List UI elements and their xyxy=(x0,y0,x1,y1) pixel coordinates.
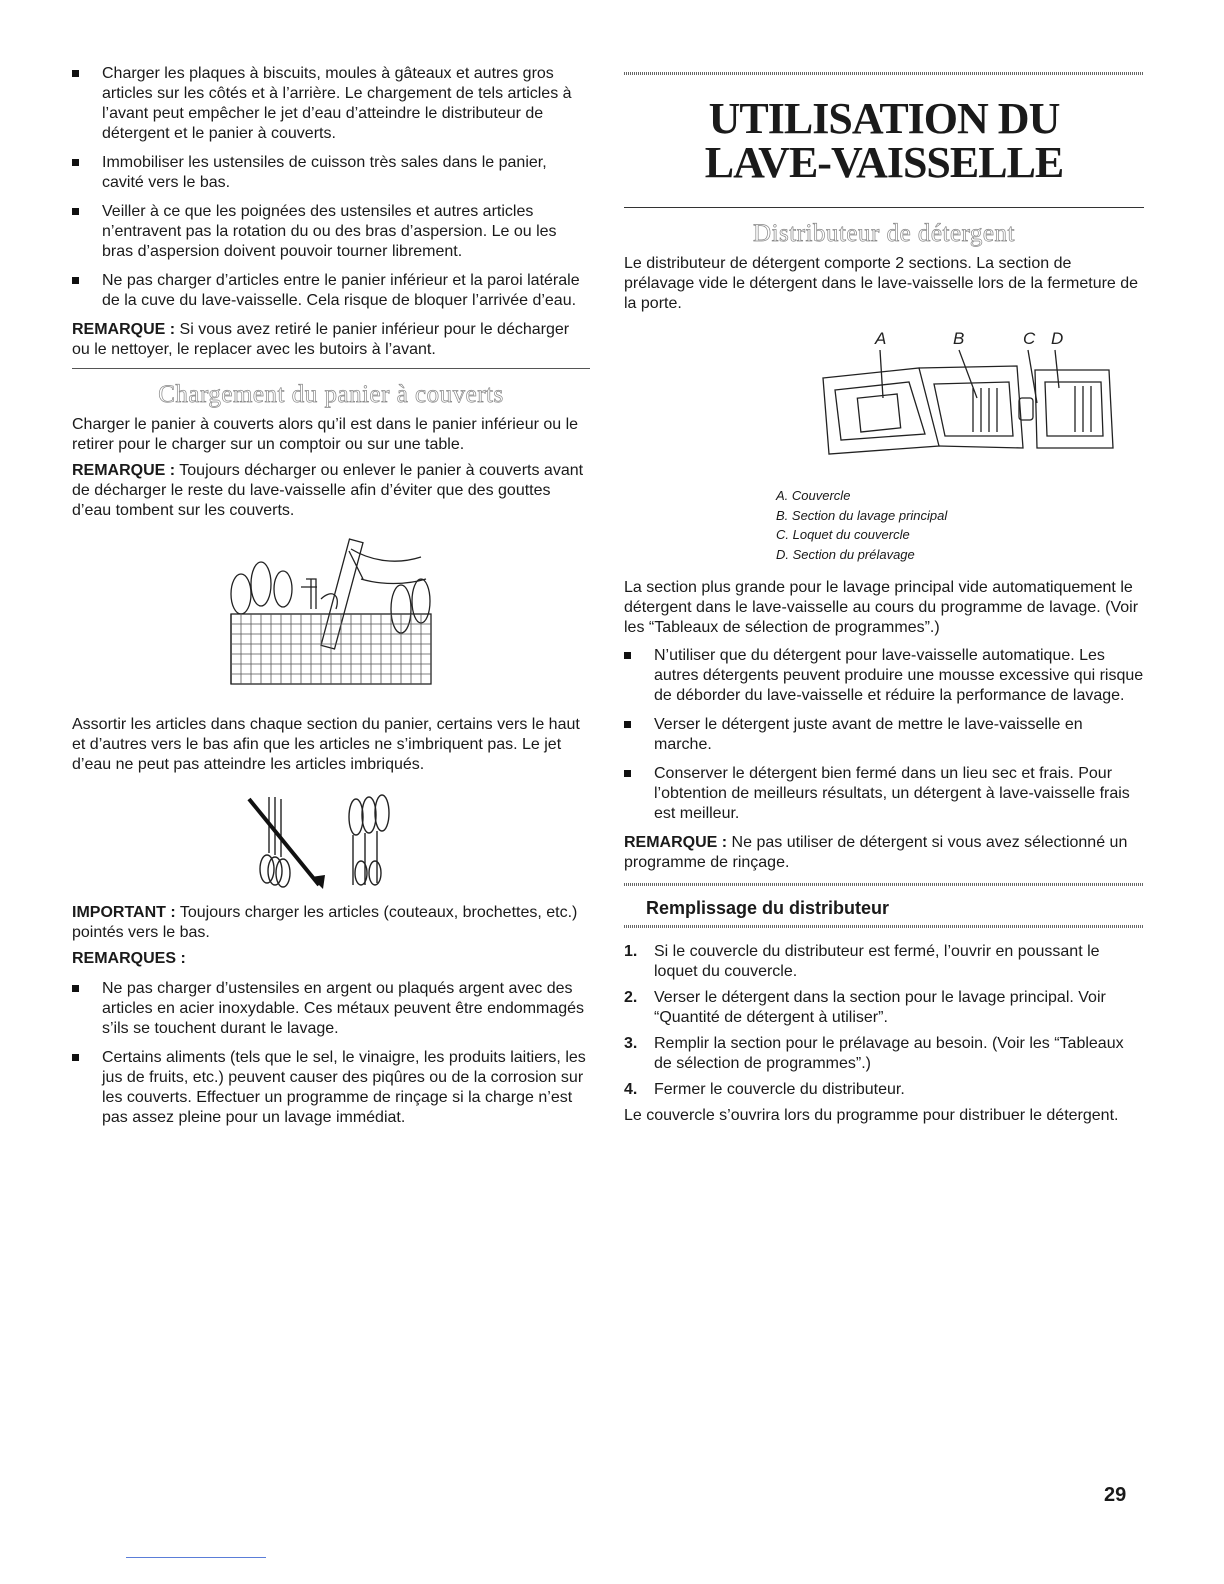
remarks-heading: REMARQUES : xyxy=(72,950,186,967)
caption-c: C. Loquet du couvercle xyxy=(776,527,910,542)
caption-a: A. Couvercle xyxy=(776,488,851,503)
nested-spoons-illustration xyxy=(241,793,421,889)
section-title-silverware-basket: Chargement du panier à couverts xyxy=(158,381,504,408)
list-item: Veiller à ce que les poignées des ustensiles et autres articles n’entravent pas la rotation du ou des bras d’aspersion. Le ou les bras d’aspersion doivent pouvoir tourner librement. xyxy=(72,202,590,262)
list-item: N’utiliser que du détergent pour lave-vaisselle automatique. Les autres détergents peuvent produire une mousse excessive qui risque de déborder du lave-vaisselle et réduire la performance de lavage. xyxy=(624,646,1144,706)
right-column xyxy=(624,64,1144,1132)
caption-d: D. Section du prélavage xyxy=(776,546,915,562)
list-item: Verser le détergent juste avant de mettre le lave-vaisselle en marche. xyxy=(624,715,1144,755)
silverware-basket-illustration xyxy=(221,539,441,689)
bullet-square-icon xyxy=(72,70,79,77)
header-hatch-rule xyxy=(624,72,1144,75)
subheading-hatch-bottom xyxy=(624,925,1144,928)
silverware-intro: Charger le panier à couverts alors qu’il est dans le panier inférieur ou le retirer pour le charger sur un comptoir ou sur une table. xyxy=(72,416,579,453)
page-title-line-1: UTILISATION DU xyxy=(708,94,1060,143)
bullet-square-icon xyxy=(72,208,79,215)
subheading-filling-dispenser: Remplissage du distributeur xyxy=(646,898,890,918)
closing-paragraph: Le couvercle s’ouvrira lors du programme pour distribuer le détergent. xyxy=(624,1107,1119,1124)
list-item: Ne pas charger d’articles entre le panier inférieur et la paroi latérale de la cuve du lave-vaisselle. Cela risque de bloquer l’arrivée d’eau. xyxy=(72,271,590,311)
page-number: 29 xyxy=(1104,1484,1127,1506)
list-item: Certains aliments (tels que le sel, le vinaigre, les produits laitiers, les jus de fruits, etc.) peuvent causer des piqûres ou de la corrosion sur les couverts. Effectuer un programme de rinçage si la charge n’est pas assez pleine pour un lavage immédiat. xyxy=(72,1048,590,1128)
important-note: IMPORTANT : Toujours charger les articles (couteaux, brochettes, etc.) pointés vers le bas. xyxy=(72,904,578,941)
bullet-square-icon xyxy=(624,652,631,659)
main-wash-paragraph: La section plus grande pour le lavage principal vide automatiquement le détergent dans le lave-vaisselle au cours du programme de lavage. (Voir les “Tableaux de sélection de programmes”.) xyxy=(624,579,1139,636)
page-title xyxy=(624,94,1144,187)
arrange-items-paragraph: Assortir les articles dans chaque section du panier, certains vers le haut et d’autres vers le bas afin que les articles ne s’imbriquent pas. Le jet d’eau ne peut pas atteindre les articles imbriqués. xyxy=(72,716,580,773)
callout-letter-b: B xyxy=(953,329,965,348)
bullet-square-icon xyxy=(72,277,79,284)
bullet-square-icon xyxy=(72,159,79,166)
bullet-square-icon xyxy=(624,770,631,777)
remark-rinse: REMARQUE : Ne pas utiliser de détergent si vous avez sélectionné un programme de rinçage. xyxy=(624,834,1128,871)
page-title-line-2: LAVE-VAISSELLE xyxy=(704,138,1064,187)
callout-letter-c: C xyxy=(1023,329,1036,348)
dispenser-intro: Le distributeur de détergent comporte 2 sections. La section de prélavage vide le détergent dans le lave-vaisselle lors de la fermeture de la porte. xyxy=(624,255,1139,312)
remark-unload-basket: REMARQUE : Toujours décharger ou enlever le panier à couverts avant de décharger le reste du lave-vaisselle afin d’éviter que des gouttes d’eau tombent sur les couverts. xyxy=(72,462,584,519)
subheading-hatch-top xyxy=(624,883,1144,886)
detergent-dispenser-diagram xyxy=(719,328,1064,478)
bullet-square-icon xyxy=(72,1054,79,1061)
bullet-square-icon xyxy=(624,721,631,728)
list-item: Ne pas charger d’ustensiles en argent ou plaqués argent avec des articles en acier inoxydable. Ces métaux peuvent être endommagés s’ils se touchent durant le lavage. xyxy=(72,979,590,1039)
section-title-detergent-dispenser: Distributeur de détergent xyxy=(753,220,1015,247)
list-item: 2. Verser le détergent dans la section pour le lavage principal. Voir “Quantité de détergent à utiliser”. xyxy=(624,989,1106,1026)
remark-lower-rack: REMARQUE : Si vous avez retiré le panier inférieur pour le décharger ou le nettoyer, le replacer avec les butoirs à l’avant. xyxy=(72,321,570,358)
callout-letter-a: A xyxy=(875,329,887,348)
list-item: 3. Remplir la section pour le prélavage au besoin. (Voir les “Tableaux de sélection de programmes”.) xyxy=(624,1035,1124,1072)
list-item: 4. Fermer le couvercle du distributeur. xyxy=(624,1081,905,1098)
list-item: Charger les plaques à biscuits, moules à gâteaux et autres gros articles sur les côtés et à l’arrière. Le chargement de tels articles à l’avant peut empêcher le jet d’eau d’atteindre le distributeur de détergent et le panier à couverts. xyxy=(72,64,590,144)
diagram-captions xyxy=(776,486,1144,564)
section-divider xyxy=(624,207,1144,208)
bullet-square-icon xyxy=(72,985,79,992)
list-item: 1. Si le couvercle du distributeur est fermé, l’ouvrir en poussant le loquet du couvercle. xyxy=(624,943,1100,980)
caption-b: B. Section du lavage principal xyxy=(776,507,948,523)
loading-tips-list xyxy=(72,64,590,311)
remarks-list xyxy=(72,979,590,1128)
filling-steps-list xyxy=(624,942,1144,1100)
list-item: Immobiliser les ustensiles de cuisson très sales dans le panier, cavité vers le bas. xyxy=(72,153,590,193)
footer-rule xyxy=(126,1557,266,1558)
callout-letter-d: D xyxy=(1051,329,1064,348)
left-column xyxy=(72,64,590,1137)
section-divider xyxy=(72,368,590,369)
list-item: Conserver le détergent bien fermé dans un lieu sec et frais. Pour l’obtention de meilleurs résultats, un détergent à lave-vaisselle frais est meilleur. xyxy=(624,764,1144,824)
detergent-tips-list xyxy=(624,646,1144,824)
